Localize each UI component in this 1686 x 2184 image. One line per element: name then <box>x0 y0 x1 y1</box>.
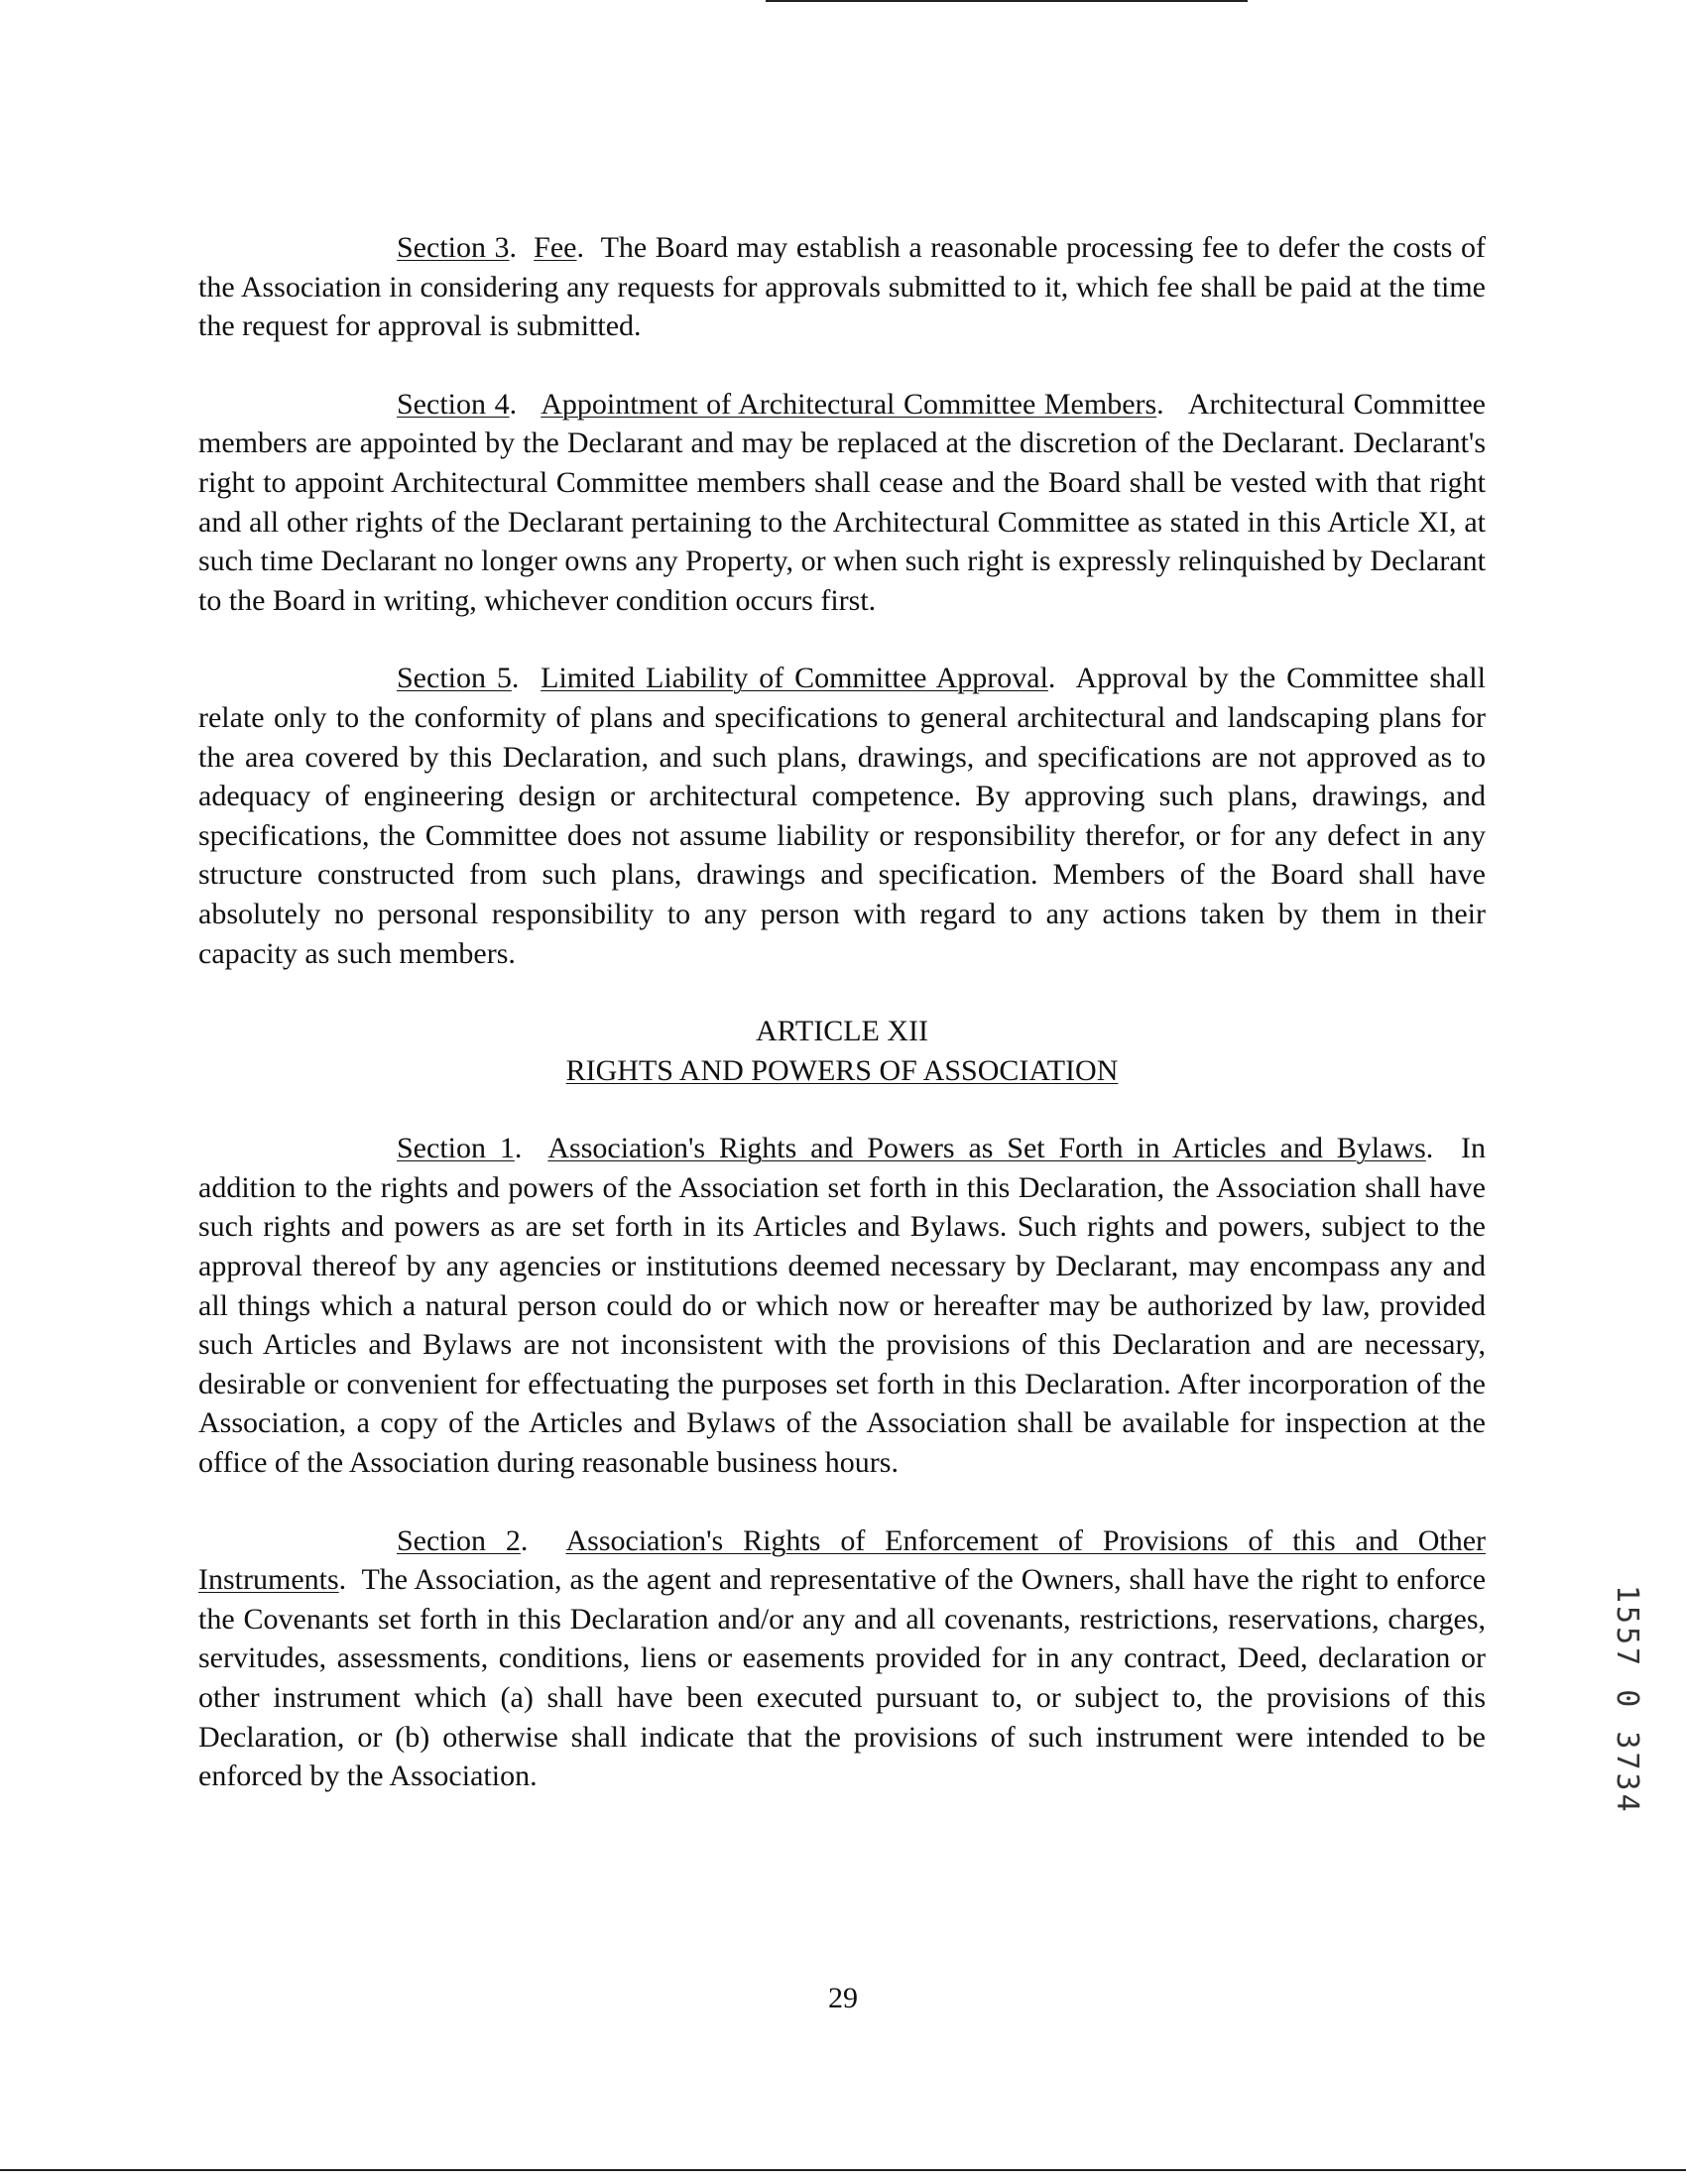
article-section-1-text: In addition to the rights and powers of the Association set forth in this Declaration, the Association shall have such rights and powers as are set forth in its Articles and Bylaws. Such rights and powers, subject to the approval thereof by any agencies or institutions deemed necessary by Declarant, may encompass any and all things which a natural person could do or which now or hereafter may be authorized by law, provided such Articles and Bylaws are not inconsistent with the provisions of this Declaration and are necessary, desirable or convenient for effectuating the purposes set forth in this Declaration. After incorporation of the Association, a copy of the Articles and Bylaws of the Association shall be available for inspection at the office of the Association during reasonable business hours. <box>198 1132 1486 1480</box>
bottom-rule <box>0 2169 1686 2171</box>
document-body <box>198 228 1486 1796</box>
section-3-heading: Section 3 <box>397 231 510 264</box>
article-heading <box>198 1012 1486 1090</box>
section-4-paragraph: Section 4. Appointment of Architectural Committee Members. Architectural Committee members are appointed by the Declarant and may be replaced at the discretion of the Declarant. Declarant's right to appoint Architectural Committee members shall cease and the Board shall be vested with that right and all other rights of the Declarant pertaining to the Architectural Committee as stated in this Article XI, at such time Declarant no longer owns any Property, or when such right is expressly relinquished by Declarant to the Board in writing, whichever condition occurs first. <box>198 387 1486 617</box>
article-number: ARTICLE XII <box>756 1015 928 1048</box>
article-section-1-title: Association's Rights and Powers as Set Forth in Articles and Bylaws <box>547 1132 1426 1165</box>
article-section-2-paragraph: Section 2. Association's Rights of Enforcement of Provisions of this and Other Instruments. The Association, as the agent and representative of the Owners, shall have the right to enforce the Covenants set forth in this Declaration and/or any and all covenants, restrictions, reservations, charges, servitudes, assessments, conditions, liens or easements provided for in any contract, Deed, declaration or other instrument which (a) shall have been executed pursuant to, or subject to, the provisions of this Declaration, or (b) otherwise shall indicate that the provisions of such instrument were intended to be enforced by the Association. <box>198 1523 1487 1793</box>
section-5-text: Approval by the Committee shall relate only to the conformity of plans and specifications to general architectural and landscaping plans for the area covered by this Declaration, and such plans, drawings, and specifications are not approved as to adequacy of engineering design or architectural competence. By approving such plans, drawings, and specifications, the Committee does not assume liability or responsibility therefor, or for any defect in any structure constructed from such plans, drawings and specification. Members of the Board shall have absolutely no personal responsibility to any person with regard to any actions taken by them in their capacity as such members. <box>198 662 1486 970</box>
section-3-text: The Board may establish a reasonable processing fee to defer the costs of the Association in considering any requests for approvals submitted to it, which fee shall be paid at the time the request for approval is submitted. <box>198 231 1486 343</box>
article-section-2-heading: Section 2 <box>397 1523 521 1557</box>
section-5-title: Limited Liability of Committee Approval <box>541 662 1048 695</box>
section-3-paragraph: Section 3. Fee. The Board may establish a reasonable processing fee to defer the costs of the Association in considering any requests for approvals submitted to it, which fee shall be paid at the time the request for approval is submitted. <box>198 231 1486 343</box>
section-3-title: Fee <box>534 231 577 264</box>
top-rule <box>766 0 1248 2</box>
section-4-heading: Section 4 <box>397 387 510 421</box>
section-5-heading: Section 5 <box>397 662 512 695</box>
article-section-1-paragraph: Section 1. Association's Rights and Powers as Set Forth in Articles and Bylaws. In addition to the rights and powers of the Association set forth in this Declaration, the Association shall have such rights and powers as are set forth in its Articles and Bylaws. Such rights and powers, subject to the approval thereof by any agencies or institutions deemed necessary by Declarant, may encompass any and all things which a natural person could do or which now or hereafter may be authorized by law, provided such Articles and Bylaws are not inconsistent with the provisions of this Declaration and are necessary, desirable or convenient for effectuating the purposes set forth in this Declaration. After incorporation of the Association, a copy of the Articles and Bylaws of the Association shall be available for inspection at the office of the Association during reasonable business hours. <box>198 1132 1486 1480</box>
section-4-text: Architectural Committee members are appointed by the Declarant and may be replaced at the discretion of the Declarant. Declarant's right to appoint Architectural Committee members shall cease and the Board shall be vested with that right and all other rights of the Declarant pertaining to the Architectural Committee as stated in this Article XI, at such time Declarant no longer owns any Property, or when such right is expressly relinquished by Declarant to the Board in writing, whichever condition occurs first. <box>198 387 1486 617</box>
section-4-title: Appointment of Architectural Committee Members <box>541 387 1157 421</box>
article-section-1-heading: Section 1 <box>397 1132 515 1165</box>
article-section-2-title: Association's Rights of Enforcement of Provisions of this and Other Instruments <box>198 1523 1486 1597</box>
page-number: 29 <box>828 1982 858 2014</box>
article-section-2-text: The Association, as the agent and representative of the Owners, shall have the right to enforce the Covenants set forth in this Declaration and/or any and all covenants, restrictions, reservations, charges, servitudes, assessments, conditions, liens or easements provided for in any contract, Deed, declaration or other instrument which (a) shall have been executed pursuant to, or subject to, the provisions of this Declaration, or (b) otherwise shall indicate that the provisions of such instrument were intended to be enforced by the Association. <box>198 1563 1487 1793</box>
article-title: RIGHTS AND POWERS OF ASSOCIATION <box>565 1053 1119 1087</box>
side-stamp: 1557 0 3734 <box>1610 1585 1644 1815</box>
section-5-paragraph: Section 5. Limited Liability of Committee Approval. Approval by the Committee shall relate only to the conformity of plans and specifications to general architectural and landscaping plans for the area covered by this Declaration, and such plans, drawings, and specifications are not approved as to adequacy of engineering design or architectural competence. By approving such plans, drawings, and specifications, the Committee does not assume liability or responsibility therefor, or for any defect in any structure constructed from such plans, drawings and specification. Members of the Board shall have absolutely no personal responsibility to any person with regard to any actions taken by them in their capacity as such members. <box>198 662 1486 970</box>
